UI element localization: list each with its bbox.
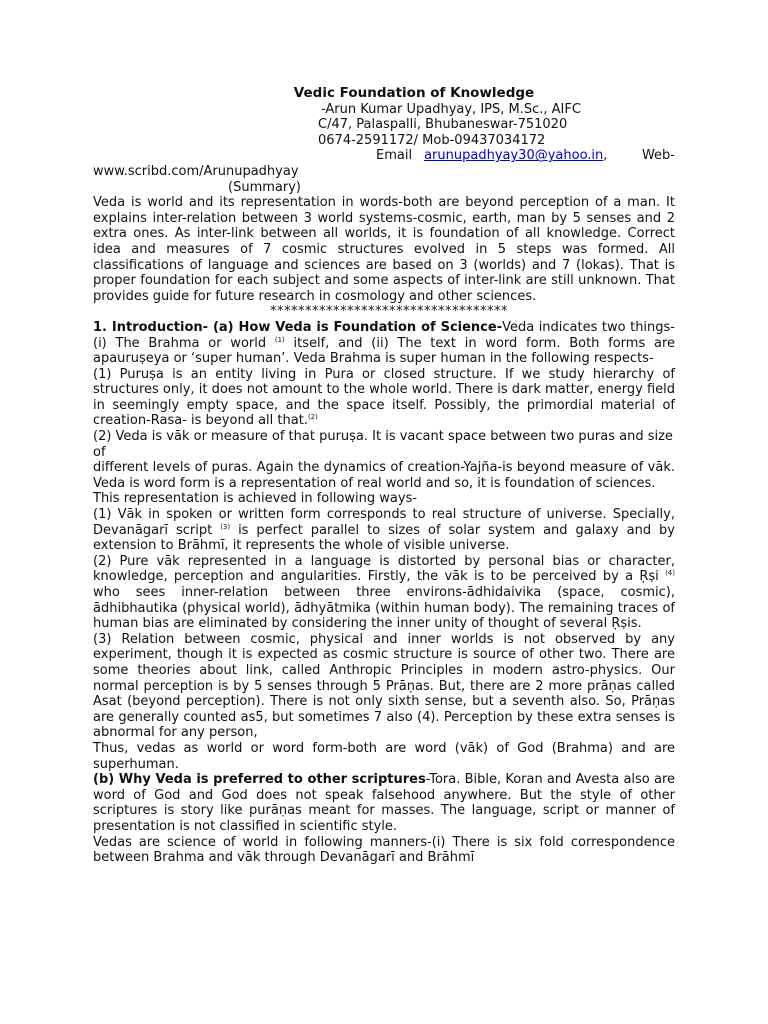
email-link[interactable]: arunupadhyay30@yahoo.in <box>424 148 604 164</box>
web-address: www.scribd.com/Arunupadhyay <box>93 163 299 179</box>
summary-label: (Summary) <box>228 179 301 195</box>
footnote-ref-3: (3) <box>220 522 231 531</box>
why-veda-text: -Tora. Bible, Koran and Avesta also are word of God and God does not speak falsehood anywhere. But the style of other scriptures is story like purāṇas meant for masses. The language, script or manner of presentation is not classified in scientific style. <box>93 772 675 834</box>
separator: ********************************** <box>270 304 508 320</box>
footnote-ref-1: (1) <box>274 335 285 344</box>
document-page <box>93 86 675 866</box>
ways-point-3: (3) Relation between cosmic, physical and inner worlds is not observed by any experiment, though it is expected as cosmic structure is source of other two. There are some theories about link, called Anthropic Principles in modern astro-physics. Our normal perception is by 5 senses through 5 Prāṇas. But, there are 2 more prāṇas called Asat (beyond perception). There is not only sixth sense, but a seventh also. So, Prāṇas are generally counted as5, but sometimes 7 also (4). Perception by these extra senses is abnormal for any person, <box>93 631 675 741</box>
summary-paragraph: Veda is world and its representation in words-both are beyond perception of a man. It explains inter-relation between 3 world systems-cosmic, earth, man by 5 senses and 2 extra ones. As inter-link between all worlds, it is foundation of all knowledge. Correct idea and measures of 7 cosmic structures evolved in 5 steps was formed. All classifications of language and sciences are based on 3 (worlds) and 7 (lokas). That is proper foundation for each subject and some aspects of inter-link are still unknown. That provides guide for future research in cosmology and other sciences. <box>93 195 675 304</box>
ways-point-2 <box>93 554 675 632</box>
intro-text-a: Veda indicates two things- (i) The Brahma or world <box>93 319 675 351</box>
intro-text-b: itself, and (ii) The text in word form. Both forms are apauruṣeya or ‘super human’. Veda Brahma is super human in the following respects- <box>93 335 675 367</box>
ways-point-1 <box>93 507 675 554</box>
footnote-ref-4: (4) <box>665 569 675 578</box>
email-line <box>93 148 675 164</box>
why-veda-paragraph <box>93 772 675 834</box>
intro-paragraph <box>93 320 675 367</box>
vak-paragraph-line: (2) Veda is vāk or measure of that puruṣa. It is vacant space between two puras and size of <box>93 429 673 460</box>
ways-intro-line: This representation is achieved in following ways- <box>93 491 418 507</box>
vedas-science-paragraph: Vedas are science of world in following manners-(i) There is six fold correspondence between Brahma and vāk through Devanāgarī and Brāhmī <box>93 834 675 866</box>
section-heading-why-veda: (b) Why Veda is preferred to other scriptures <box>93 772 426 788</box>
phone-line: 0674-2591172/ Mob-09437034172 <box>318 132 546 148</box>
vedas-superhuman-paragraph: Thus, vedas as world or word form-both are word (vāk) of God (Brahma) and are superhuman. <box>93 740 675 772</box>
ways-point-1-text-a: (1) Vāk in spoken or written form corresponds to real structure of universe. Specially, Devanāgarī script <box>93 507 675 538</box>
email-comma: , <box>603 148 608 164</box>
document-title: Vedic Foundation of Knowledge <box>293 85 535 101</box>
email-label: Email <box>376 148 413 164</box>
puras-paragraph: different levels of puras. Again the dynamics of creation-Yajña-is beyond measure of vāk. Veda is word form is a representation of real world and so, it is foundation of sciences. <box>93 460 675 491</box>
address-line: C/47, Palaspalli, Bhubaneswar-751020 <box>318 117 568 133</box>
ways-point-1-text-b: is perfect parallel to sizes of solar system and galaxy and by extension to Brāhmī, it represents the whole of visible universe. <box>93 522 675 554</box>
section-heading-intro: 1. Introduction- (a) How Veda is Foundation of Science- <box>93 319 503 335</box>
web-label: Web- <box>641 148 675 164</box>
purusha-text: (1) Puruṣa is an entity living in Pura or closed structure. If we study hierarchy of structures only, it does not amount to the whole world. There is dark matter, energy field in seemingly empty space, and the space itself. Possibly, the primordial material of creation-Rasa- is beyond all that. <box>93 366 675 429</box>
purusha-paragraph <box>93 367 675 429</box>
author-line: -Arun Kumar Upadhyay, IPS, M.Sc., AIFC <box>321 101 581 117</box>
footnote-ref-2: (2) <box>307 413 318 422</box>
ways-point-2-text-a: (2) Pure vāk represented in a language is distorted by personal bias or character, knowledge, perception and angularities. Firstly, the vāk is to be perceived by a Ṛṣi <box>93 553 675 585</box>
ways-point-2-text-b: who sees inner-relation between three environs-ādhidaivika (space, cosmic), ādhibhautika (physical world), ādhyātmika (within human body). The remaining traces of human bias are eliminated by considering the inner unity of thought of several Ṛṣis. <box>93 585 675 632</box>
